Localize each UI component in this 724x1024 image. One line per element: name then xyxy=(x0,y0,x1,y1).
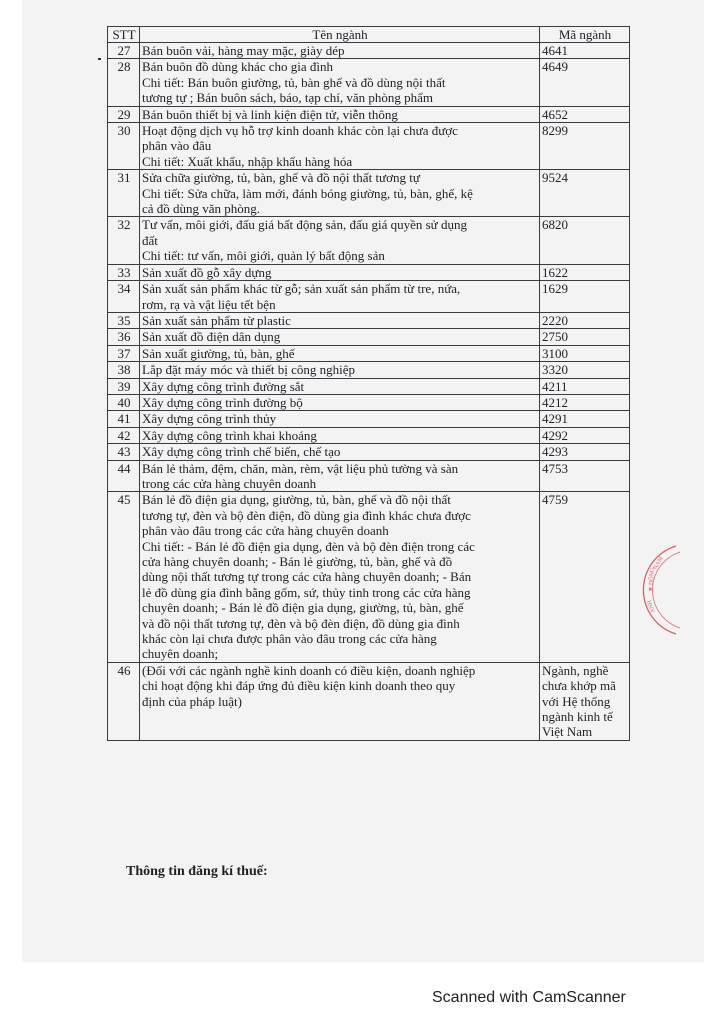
code-text: 8299 xyxy=(542,123,568,139)
row-code xyxy=(540,217,630,264)
business-line-text: Bán lẻ thảm, đệm, chăn, màn, rèm, vật liệu phủ tường và sàn xyxy=(142,460,459,476)
row-business-line xyxy=(140,264,540,280)
business-line-text: Xây dựng công trình đường bộ xyxy=(142,394,303,410)
business-line-text: Bán buôn thiết bị và linh kiện điện tử, viễn thông xyxy=(142,106,398,122)
table-body xyxy=(108,43,630,741)
row-code xyxy=(540,312,630,328)
business-line-text: Xây dựng công trình thủy xyxy=(142,411,277,427)
row-code xyxy=(540,43,630,59)
row-stt: 29 xyxy=(108,106,140,122)
code-text: 6820 xyxy=(542,217,568,233)
table-row xyxy=(108,312,630,328)
row-stt: 41 xyxy=(108,411,140,427)
row-code xyxy=(540,170,630,217)
code-text: 1622 xyxy=(542,264,568,280)
business-line-text: tương tự, đèn và bộ đèn điện, đồ dùng gia đình khác chưa được xyxy=(142,507,471,523)
business-line-text: Tư vấn, môi giới, đấu giá bất động sản, đấu giá quyền sử dụng xyxy=(142,217,467,233)
table-row xyxy=(108,123,630,170)
row-stt: 44 xyxy=(108,460,140,492)
row-stt: 43 xyxy=(108,444,140,460)
business-line-text: lẻ đồ dùng gia đình bằng gốm, sứ, thủy tinh trong các cửa hàng xyxy=(142,584,471,600)
business-line-text: Sửa chữa giường, tủ, bàn, ghế và đồ nội thất tương tự xyxy=(142,170,420,186)
row-code xyxy=(540,106,630,122)
row-business-line xyxy=(140,281,540,313)
table-header-row xyxy=(108,27,630,43)
tax-registration-heading: Thông tin đăng kí thuế: xyxy=(126,864,268,879)
business-line-text: phân vào đâu xyxy=(142,138,212,154)
row-stt: 33 xyxy=(108,264,140,280)
row-code xyxy=(540,362,630,378)
table-row xyxy=(108,662,630,740)
row-business-line xyxy=(140,345,540,361)
code-text: chưa khớp mã xyxy=(542,678,616,694)
row-code xyxy=(540,394,630,410)
code-text: 2220 xyxy=(542,312,568,328)
row-stt: 27 xyxy=(108,43,140,59)
table-row xyxy=(108,362,630,378)
code-text: 2750 xyxy=(542,329,568,345)
row-business-line xyxy=(140,411,540,427)
row-business-line xyxy=(140,106,540,122)
row-stt: 31 xyxy=(108,170,140,217)
row-stt: 46 xyxy=(108,662,140,740)
table-row xyxy=(108,460,630,492)
business-line-text: Bán lẻ đồ điện gia dụng, giường, tủ, bàn, ghế và đồ nội thất xyxy=(142,492,451,508)
code-text: Việt Nam xyxy=(542,724,593,740)
business-line-text: rơm, rạ và vật liệu tết bện xyxy=(142,296,276,312)
row-code xyxy=(540,345,630,361)
svg-text:NAM: NAM xyxy=(652,555,665,571)
table-row xyxy=(108,281,630,313)
table-row xyxy=(108,345,630,361)
code-text: 4212 xyxy=(542,394,568,410)
row-business-line xyxy=(140,427,540,443)
row-code xyxy=(540,378,630,394)
row-business-line xyxy=(140,217,540,264)
header-code: Mã ngành xyxy=(540,27,630,43)
business-line-text: dùng nội thất tương tự trong các cửa hàng chuyên doanh; - Bán xyxy=(142,569,472,585)
business-line-text: chuyên doanh; - Bán lẻ đồ điện gia dụng, giường, tủ, bàn, ghế xyxy=(142,600,464,616)
table-row xyxy=(108,492,630,662)
row-business-line xyxy=(140,59,540,106)
business-line-text: Sản xuất đồ gỗ xây dựng xyxy=(142,264,272,280)
table-row xyxy=(108,329,630,345)
business-line-text: Chi tiết: Bán buôn giường, tủ, bàn ghế và đồ dùng nội thất xyxy=(142,74,446,90)
business-line-text: cửa hàng chuyên doanh; - Bán lẻ giường, tủ, bàn, ghế và đồ xyxy=(142,554,453,569)
table-row xyxy=(108,411,630,427)
business-line-text: Bán buôn đồ dùng khác cho gia đình xyxy=(142,59,333,75)
svg-text:ANH: ANH xyxy=(646,599,657,614)
business-line-text: Sản xuất đồ điện dân dụng xyxy=(142,329,281,345)
table-row xyxy=(108,427,630,443)
business-line-text: Chi tiết: Xuất khẩu, nhập khẩu hàng hóa xyxy=(142,153,353,169)
code-text: Ngành, nghề xyxy=(542,662,609,678)
business-line-text: và đồ nội thất tương tự, đèn và bộ đèn điện, đồ dùng gia đình xyxy=(142,615,460,631)
row-business-line xyxy=(140,123,540,170)
business-line-text: cả đồ dùng văn phòng. xyxy=(142,201,261,217)
row-stt: 35 xyxy=(108,312,140,328)
business-line-text: Sản xuất giường, tủ, bàn, ghế xyxy=(142,345,295,361)
business-line-text: phân vào đâu trong các cửa hàng chuyên doanh xyxy=(142,523,389,539)
business-line-text: Lắp đặt máy móc và thiết bị công nghiệp xyxy=(142,362,355,378)
row-business-line xyxy=(140,662,540,740)
table-row xyxy=(108,264,630,280)
row-stt: 42 xyxy=(108,427,140,443)
business-line-text: khác còn lại chưa được phân vào đâu trong các cửa hàng xyxy=(142,631,437,647)
row-stt: 45 xyxy=(108,492,140,662)
row-business-line xyxy=(140,362,540,378)
row-business-line xyxy=(140,312,540,328)
row-business-line xyxy=(140,460,540,492)
business-line-text: trong các cửa hàng chuyên doanh xyxy=(142,475,317,491)
business-line-text: định của pháp luật) xyxy=(142,693,242,709)
table-row xyxy=(108,59,630,106)
row-business-line xyxy=(140,394,540,410)
code-text: 4652 xyxy=(542,106,568,122)
row-stt: 28 xyxy=(108,59,140,106)
table-row xyxy=(108,378,630,394)
code-text: 4292 xyxy=(542,427,568,443)
row-stt: 39 xyxy=(108,378,140,394)
business-lines-table xyxy=(107,26,630,741)
row-stt: 32 xyxy=(108,217,140,264)
row-code xyxy=(540,264,630,280)
row-code xyxy=(540,329,630,345)
row-code xyxy=(540,427,630,443)
row-code xyxy=(540,123,630,170)
business-line-text: Sản xuất sản phẩm khác từ gỗ; sản xuất sản phẩm từ tre, nứa, xyxy=(142,281,461,297)
row-stt: 38 xyxy=(108,362,140,378)
code-text: 4759 xyxy=(542,492,568,508)
code-text: 9524 xyxy=(542,170,568,186)
camscanner-watermark: Scanned with CamScanner xyxy=(432,989,626,1006)
row-stt: 36 xyxy=(108,329,140,345)
row-stt: 37 xyxy=(108,345,140,361)
table-row xyxy=(108,170,630,217)
company-seal-stamp-icon xyxy=(640,540,680,640)
business-line-text: (Đối với các ngành nghề kinh doanh có điều kiện, doanh nghiệp xyxy=(142,662,476,678)
business-line-text: Chi tiết: tư vấn, môi giới, quản lý bất động sản xyxy=(142,248,385,264)
business-line-text: Xây dựng công trình khai khoáng xyxy=(142,427,317,443)
row-business-line xyxy=(140,492,540,662)
table-row xyxy=(108,217,630,264)
row-code xyxy=(540,662,630,740)
code-text: 4649 xyxy=(542,59,568,75)
code-text: 1629 xyxy=(542,281,568,297)
table-row xyxy=(108,444,630,460)
scan-speck xyxy=(98,58,101,60)
table-row xyxy=(108,394,630,410)
table-row xyxy=(108,43,630,59)
row-stt: 34 xyxy=(108,281,140,313)
row-business-line xyxy=(140,444,540,460)
row-code xyxy=(540,492,630,662)
business-line-text: tương tự ; Bán buôn sách, báo, tạp chí, văn phòng phẩm xyxy=(142,90,434,106)
business-line-text: Hoạt động dịch vụ hỗ trợ kinh doanh khác còn lại chưa được xyxy=(142,123,458,139)
svg-text:★ ĐÔNG: ★ ĐÔNG xyxy=(648,567,657,593)
code-text: 3100 xyxy=(542,345,568,361)
code-text: ngành kinh tế xyxy=(542,709,613,725)
code-text: 4291 xyxy=(542,411,568,427)
row-business-line xyxy=(140,170,540,217)
business-line-text: Sản xuất sản phẩm từ plastic xyxy=(142,312,291,328)
business-line-text: Bán buôn vải, hàng may mặc, giày dép xyxy=(142,43,345,58)
business-line-text: Chi tiết: - Bán lẻ đồ điện gia dụng, đèn và bộ đèn điện trong các xyxy=(142,538,475,554)
business-line-text: chỉ hoạt động khi đáp ứng đủ điều kiện kinh doanh theo quy xyxy=(142,678,456,694)
row-business-line xyxy=(140,378,540,394)
row-code xyxy=(540,59,630,106)
code-text: 4641 xyxy=(542,43,568,58)
table-row xyxy=(108,106,630,122)
row-stt: 40 xyxy=(108,394,140,410)
row-code xyxy=(540,444,630,460)
code-text: 4293 xyxy=(542,444,568,460)
header-stt: STT xyxy=(108,27,140,43)
row-code xyxy=(540,411,630,427)
row-code xyxy=(540,281,630,313)
header-name: Tên ngành xyxy=(140,27,540,43)
business-line-text: Xây dựng công trình chế biến, chế tạo xyxy=(142,444,341,460)
code-text: 4211 xyxy=(542,378,568,394)
code-text: 4753 xyxy=(542,460,568,476)
row-stt: 30 xyxy=(108,123,140,170)
business-line-text: Chi tiết: Sửa chữa, làm mới, đánh bóng giường, tủ, bàn, ghế, kệ xyxy=(142,185,473,201)
code-text: 3320 xyxy=(542,362,568,378)
row-code xyxy=(540,460,630,492)
business-line-text: chuyên doanh; xyxy=(142,646,219,662)
row-business-line xyxy=(140,329,540,345)
code-text: với Hệ thống xyxy=(542,693,611,709)
business-line-text: đất xyxy=(142,232,158,248)
business-line-text: Xây dựng công trình đường sắt xyxy=(142,378,305,394)
row-business-line xyxy=(140,43,540,59)
